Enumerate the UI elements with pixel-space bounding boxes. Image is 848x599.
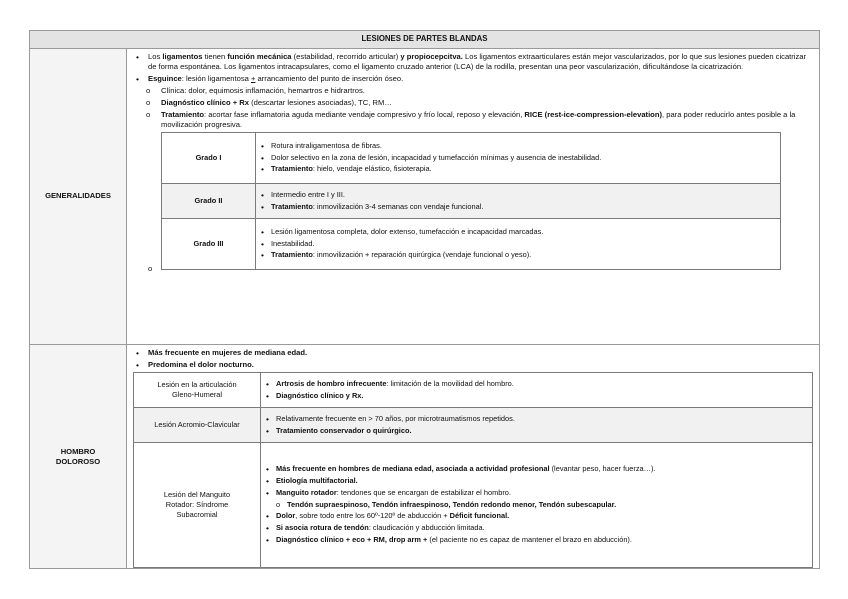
gleno-humeral-row — [134, 373, 813, 408]
gleno-humeral-label: Lesión en la articulación Gleno-Humeral — [134, 373, 261, 408]
grade-row — [162, 219, 781, 270]
list-item: • Artrosis de hombro infrecuente: limitación de la movilidad del hombro. — [263, 379, 808, 389]
list-item: • Diagnóstico clínico y Rx. — [263, 391, 808, 401]
sublist-marker: o — [148, 264, 153, 274]
generalidades-row — [30, 49, 820, 345]
manguito-rotador-row — [134, 443, 813, 568]
list-item: • Inestabilidad. — [258, 239, 776, 249]
list-item: • Diagnóstico clínico + eco + RM, drop arm + (el paciente no es capaz de mantener el brazo en abducción). — [263, 535, 808, 545]
grades-table — [161, 132, 781, 270]
grades-wrapper — [147, 132, 813, 274]
table-title: LESIONES DE PARTES BLANDAS — [30, 31, 820, 49]
hombro-list — [133, 348, 813, 370]
gleno-humeral-content — [261, 373, 813, 408]
list-item: • Si asocia rotura de tendón: claudicación y abducción limitada. — [263, 523, 808, 533]
list-item: • Tratamiento: hielo, vendaje elástico, fisioterapia. — [258, 164, 776, 174]
list-item: • Predomina el dolor nocturno. — [133, 360, 813, 370]
list-item: • Relativamente frecuente en > 70 años, por microtraumatismos repetidos. — [263, 414, 808, 424]
manguito-rotador-content — [261, 443, 813, 568]
list-item: • Manguito rotador: tendones que se encargan de estabilizar el hombro. — [263, 488, 808, 498]
hombro-row — [30, 345, 820, 569]
grade-1-label: Grado I — [162, 133, 256, 184]
grade-2-content — [256, 184, 781, 219]
acromio-clavicular-label: Lesión Acromio-Clavicular — [134, 408, 261, 443]
grade-row — [162, 184, 781, 219]
grade-3-content — [256, 219, 781, 270]
list-item: • Dolor, sobre todo entre los 60º-120º de abducción + Déficit funcional. — [263, 511, 808, 521]
acromio-clavicular-row — [134, 408, 813, 443]
list-item: • Más frecuente en mujeres de mediana edad. — [133, 348, 813, 358]
grade-1-content — [256, 133, 781, 184]
ligamentos-paragraph: • Los ligamentos tienen función mecánica (estabilidad, recorrido articular) y propiocepcitva. Los ligamentos extraarticulares están mejor vascularizados, por lo que sus lesiones pueden cicatrizar de forma espontánea. Los ligamentos intracapsulares, como el ligamento cruzado anterior (LCA) de la rodilla, presentan una peor vascularización, dificultándose la cicatrización. — [133, 52, 813, 72]
list-item: • Dolor selectivo en la zona de lesión, incapacidad y tumefacción mínimas y ausencia de inestabilidad. — [258, 153, 776, 163]
grade-3-label: Grado III — [162, 219, 256, 270]
grade-2-label: Grado II — [162, 184, 256, 219]
diagnostico-item: o Diagnóstico clínico + Rx (descartar lesiones asociadas), TC, RM… — [133, 98, 813, 108]
list-item: • Tratamiento: inmovilización 3-4 semanas con vendaje funcional. — [258, 202, 776, 212]
acromio-clavicular-content — [261, 408, 813, 443]
list-item: • Más frecuente en hombres de mediana edad, asociada a actividad profesional (levantar peso, hacer fuerza…). — [263, 464, 808, 474]
manguito-rotador-label: Lesión del Manguito Rotador: Síndrome Subacromial — [134, 443, 261, 568]
list-item: • Etiología multifactorial. — [263, 476, 808, 486]
hombro-content — [127, 345, 820, 569]
tratamiento-item: o Tratamiento: acortar fase inflamatoria aguda mediante vendaje compresivo y frío local, reposo y elevación, RICE (rest-ice-compression-elevation), para poder reducirlo antes posible a la movilización progresiva. — [133, 110, 813, 130]
esguince-paragraph: • Esguince: lesión ligamentosa + arrancamiento del punto de inserción óseo. — [133, 74, 813, 84]
generalidades-label: GENERALIDADES — [30, 49, 127, 345]
grade-row — [162, 133, 781, 184]
list-item: • Rotura intraligamentosa de fibras. — [258, 141, 776, 151]
tendones-item: o Tendón supraespinoso, Tendón infraespinoso, Tendón redondo menor, Tendón subescapular. — [263, 500, 808, 510]
hombro-subtable — [133, 372, 813, 568]
clinica-item: o Clínica: dolor, equimosis inflamación, hemartros e hidrartros. — [133, 86, 813, 96]
generalidades-content — [127, 49, 820, 345]
esguince-sublist — [133, 86, 813, 130]
generalidades-list — [133, 52, 813, 84]
list-item: • Tratamiento: inmovilización + reparación quirúrgica (vendaje funcional o yeso). — [258, 250, 776, 260]
soft-tissue-table — [29, 30, 820, 569]
list-item: • Tratamiento conservador o quirúrgico. — [263, 426, 808, 436]
list-item: • Intermedio entre I y III. — [258, 190, 776, 200]
list-item: • Lesión ligamentosa completa, dolor extenso, tumefacción e incapacidad marcadas. — [258, 227, 776, 237]
hombro-label: HOMBRO DOLOROSO — [30, 345, 127, 569]
